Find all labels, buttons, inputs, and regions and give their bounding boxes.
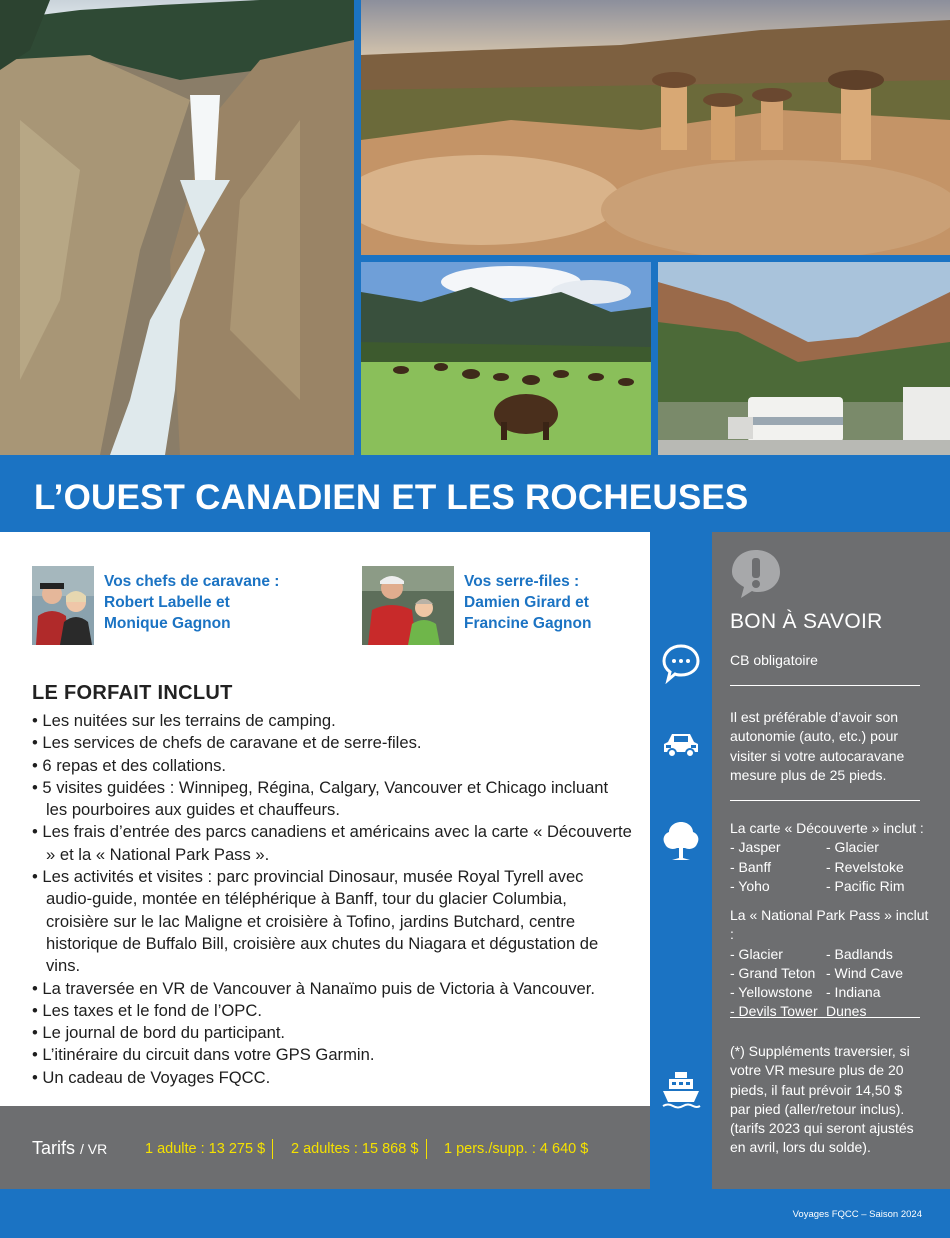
tarifs-bar: [0, 1106, 650, 1189]
decouverte-col-1: [730, 838, 826, 896]
tail-enders-text: Vos serre-files : Damien Girard et Francine Gagnon: [464, 573, 592, 632]
divider: [730, 800, 920, 801]
forfait-item: • Les activités et visites : parc provincial Dinosaur, musée Royal Tyrell avec audio-guide, montée en téléphérique à Banff, tour du glacier Columbia, croisière sur le lac Maligne et croisière à Tofino, jardins Butchard, centre historique de Buffalo Bill, croisière aux chutes du Niagara et dégustation de vins.: [32, 866, 632, 977]
price-separator: [272, 1139, 273, 1159]
forfait-list: [32, 710, 632, 1089]
forfait-item: • 6 repas et des collations.: [32, 755, 632, 777]
park-item: - Yoho: [730, 877, 770, 894]
park-item: - Revelstoke: [826, 858, 904, 875]
decouverte-title: La carte « Découverte » inclut :: [730, 820, 924, 836]
park-item: - Devils Tower: [730, 1003, 818, 1020]
forfait-title: LE FORFAIT INCLUT: [32, 682, 233, 704]
forfait-item: • Les taxes et le fond de l’OPC.: [32, 1000, 632, 1022]
decouverte-col-2: [826, 838, 922, 896]
photo-badlands-hoodoos: [361, 0, 950, 255]
price-extra-person: 1 pers./supp. : 4 640 $: [444, 1141, 589, 1157]
title-band: [0, 460, 950, 532]
park-item: - Grand Teton: [730, 964, 816, 981]
park-item: - Wind Cave: [826, 964, 904, 981]
divider: [730, 1017, 920, 1018]
footer-credit: Voyages FQCC – Saison 2024: [792, 1209, 922, 1220]
photo-canyon-waterfall: [0, 0, 354, 455]
icon-column: [650, 532, 712, 1189]
chat-bubble-icon: [660, 642, 702, 684]
price-2-adults: 2 adultes : 15 868 $: [291, 1141, 419, 1157]
park-item: - Indiana Dunes: [826, 984, 881, 1020]
park-item: - Glacier: [826, 839, 879, 856]
forfait-item: • Le journal de bord du participant.: [32, 1022, 632, 1044]
npp-title: La « National Park Pass » inclut :: [730, 907, 929, 943]
warning-bubble-icon: [728, 546, 784, 602]
autonomy-note: Il est préférable d’avoir son autonomie (auto, etc.) pour visiter si votre autocaravane mesure plus de 25 pieds.: [730, 709, 905, 783]
forfait-item: • L’itinéraire du circuit dans votre GPS Garmin.: [32, 1044, 632, 1066]
tree-icon: [660, 820, 702, 862]
divider: [730, 685, 920, 686]
page-title: L’OUEST CANADIEN ET LES ROCHEUSES: [34, 478, 749, 517]
caravan-leaders-text: Vos chefs de caravane : Robert Labelle et Monique Gagnon: [104, 573, 280, 632]
npp-col-1: [730, 945, 826, 1022]
park-item: - Banff: [730, 858, 771, 875]
park-item: - Yellowstone: [730, 984, 813, 1001]
photo-rv-campground: [658, 262, 950, 455]
park-item: - Glacier: [730, 945, 783, 962]
cb-required: CB obligatoire: [730, 652, 818, 668]
park-item: - Jasper: [730, 839, 781, 856]
photo-bison-meadow: [361, 262, 651, 455]
npp-parks: [730, 945, 934, 1022]
price-1-adult: 1 adulte : 13 275 $: [145, 1141, 266, 1157]
npp-block: [730, 906, 934, 1022]
caravan-leaders-photo: [32, 566, 94, 645]
tarifs-label: Tarifs / VR: [32, 1138, 108, 1158]
forfait-item: • Un cadeau de Voyages FQCC.: [32, 1067, 632, 1089]
decouverte-parks: [730, 838, 934, 896]
forfait-item: • Les services de chefs de caravane et de serre-files.: [32, 732, 632, 754]
park-item: - Badlands: [826, 945, 893, 962]
ship-icon: [660, 1068, 702, 1110]
price-separator: [426, 1139, 427, 1159]
npp-col-2: [826, 945, 922, 1022]
forfait-item: • Les frais d’entrée des parcs canadiens et américains avec la carte « Découverte » et la « National Park Pass ».: [32, 821, 632, 866]
supplements-note: (*) Suppléments traversier, si votre VR mesure plus de 20 pieds, il faut prévoir 14,50 $ par pied (aller/retour inclus). (tarifs 2023 qui seront ajustés en avril, lors du solde).: [730, 1043, 914, 1156]
park-item: - Pacific Rim: [826, 877, 905, 894]
forfait-item: • La traversée en VR de Vancouver à Nanaïmo puis de Victoria à Vancouver.: [32, 978, 632, 1000]
bon-a-savoir-panel: [712, 532, 950, 1189]
tail-enders-photo: [362, 566, 454, 645]
caravan-leaders: [32, 566, 279, 645]
decouverte-block: [730, 819, 934, 896]
tail-enders: [362, 566, 591, 645]
forfait-item: • Les nuitées sur les terrains de camping.: [32, 710, 632, 732]
car-icon: [660, 722, 702, 764]
forfait-item: • 5 visites guidées : Winnipeg, Régina, Calgary, Vancouver et Chicago incluant les pourboires aux guides et chauffeurs.: [32, 777, 632, 822]
main-content: [0, 532, 650, 1106]
bon-a-savoir-title: BON À SAVOIR: [730, 610, 883, 633]
